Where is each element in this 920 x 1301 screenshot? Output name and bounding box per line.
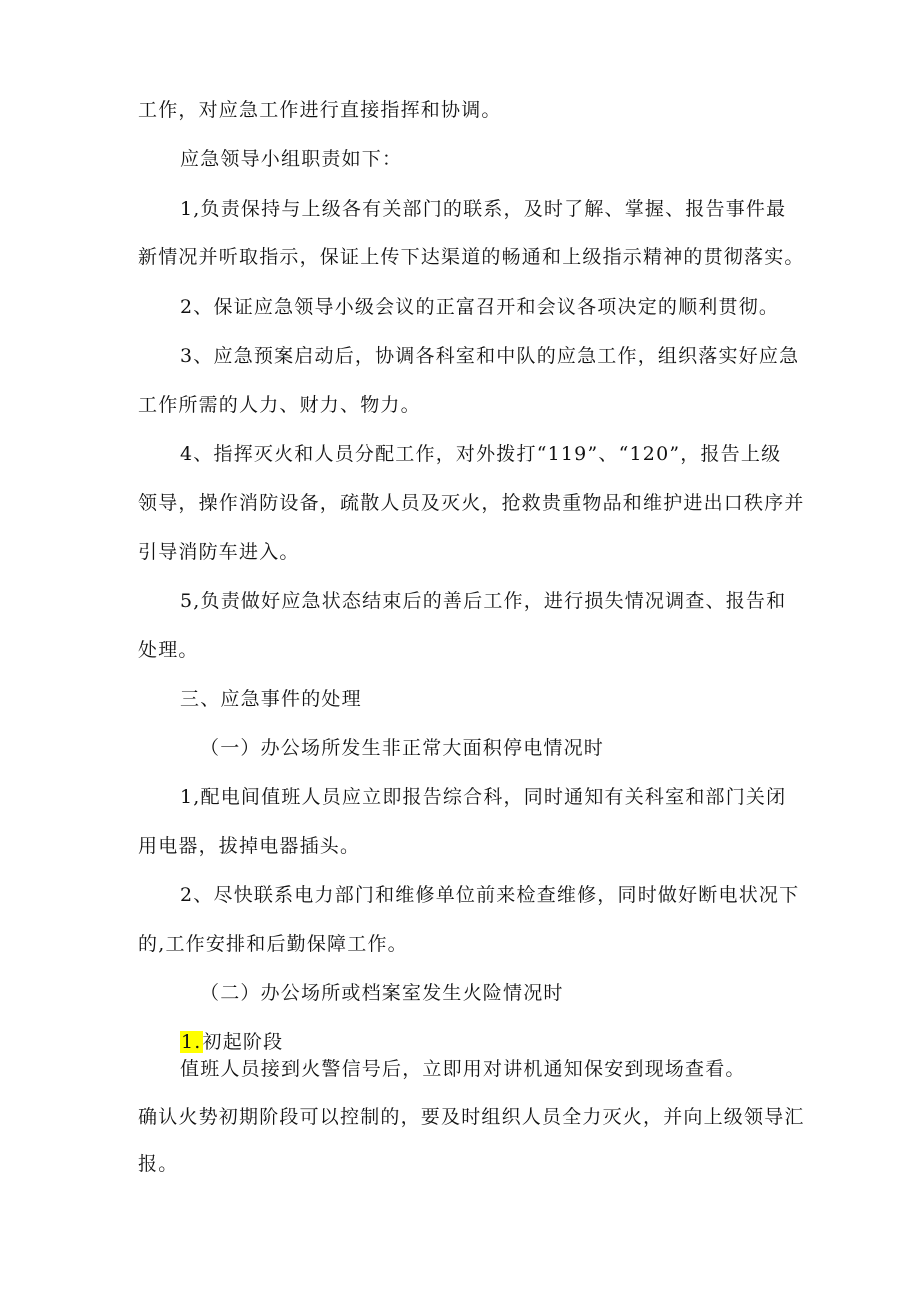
text-line: 处理。 <box>138 639 199 661</box>
list-item-label: 初起阶段 <box>202 1031 284 1053</box>
subsection-heading: （一）办公场所发生非正常大面积停电情况时 <box>200 737 605 759</box>
text-line: 1,配电间值班人员应立即报告综合科，同时通知有关科室和部门关闭 <box>180 786 787 808</box>
section-heading: 三、应急事件的处理 <box>180 688 362 710</box>
text-line: 3、应急预案启动后，协调各科室和中队的应急工作，组织落实好应急 <box>180 345 800 367</box>
text-line: 引导消防车进入。 <box>138 541 300 563</box>
text-line: 新情况并听取指示，保证上传下达渠道的畅通和上级指示精神的贯彻落实。 <box>138 246 805 268</box>
text-line: 4、指挥灭火和人员分配工作，对外拨打“119”、“120”，报告上级 <box>180 443 782 465</box>
text-line: 领导，操作消防设备，疏散人员及灭火，抢救贵重物品和维护进出口秩序并 <box>138 492 805 514</box>
text-line: 应急领导小组职责如下： <box>180 148 403 170</box>
text-line: 确认火势初期阶段可以控制的，要及时组织人员全力灭火，并向上级领导汇 <box>138 1106 805 1128</box>
text-line: 5,负责做好应急状态结束后的善后工作，进行损失情况调查、报告和 <box>180 590 787 612</box>
text-line: 工作所需的人力、财力、物力。 <box>138 394 421 416</box>
text-line: 工作，对应急工作进行直接指挥和协调。 <box>138 99 502 121</box>
highlighted-list-marker: 1. <box>181 1031 202 1053</box>
text-line: 用电器，拔掉电器插头。 <box>138 835 361 857</box>
subsection-heading: （二）办公场所或档案室发生火险情况时 <box>200 982 564 1004</box>
list-item <box>180 1029 283 1055</box>
text-line: 报。 <box>138 1153 179 1175</box>
text-line: 1,负责保持与上级各有关部门的联系，及时了解、掌握、报告事件最 <box>180 198 787 220</box>
text-line: 2、尽快联系电力部门和维修单位前来检查维修，同时做好断电状况下 <box>180 884 800 906</box>
text-line: 的,工作安排和后勤保障工作。 <box>138 933 408 955</box>
text-line: 值班人员接到火警信号后，立即用对讲机通知保安到现场查看。 <box>180 1058 746 1080</box>
text-line: 2、保证应急领导小级会议的正富召开和会议各项决定的顺利贯彻。 <box>180 296 780 318</box>
